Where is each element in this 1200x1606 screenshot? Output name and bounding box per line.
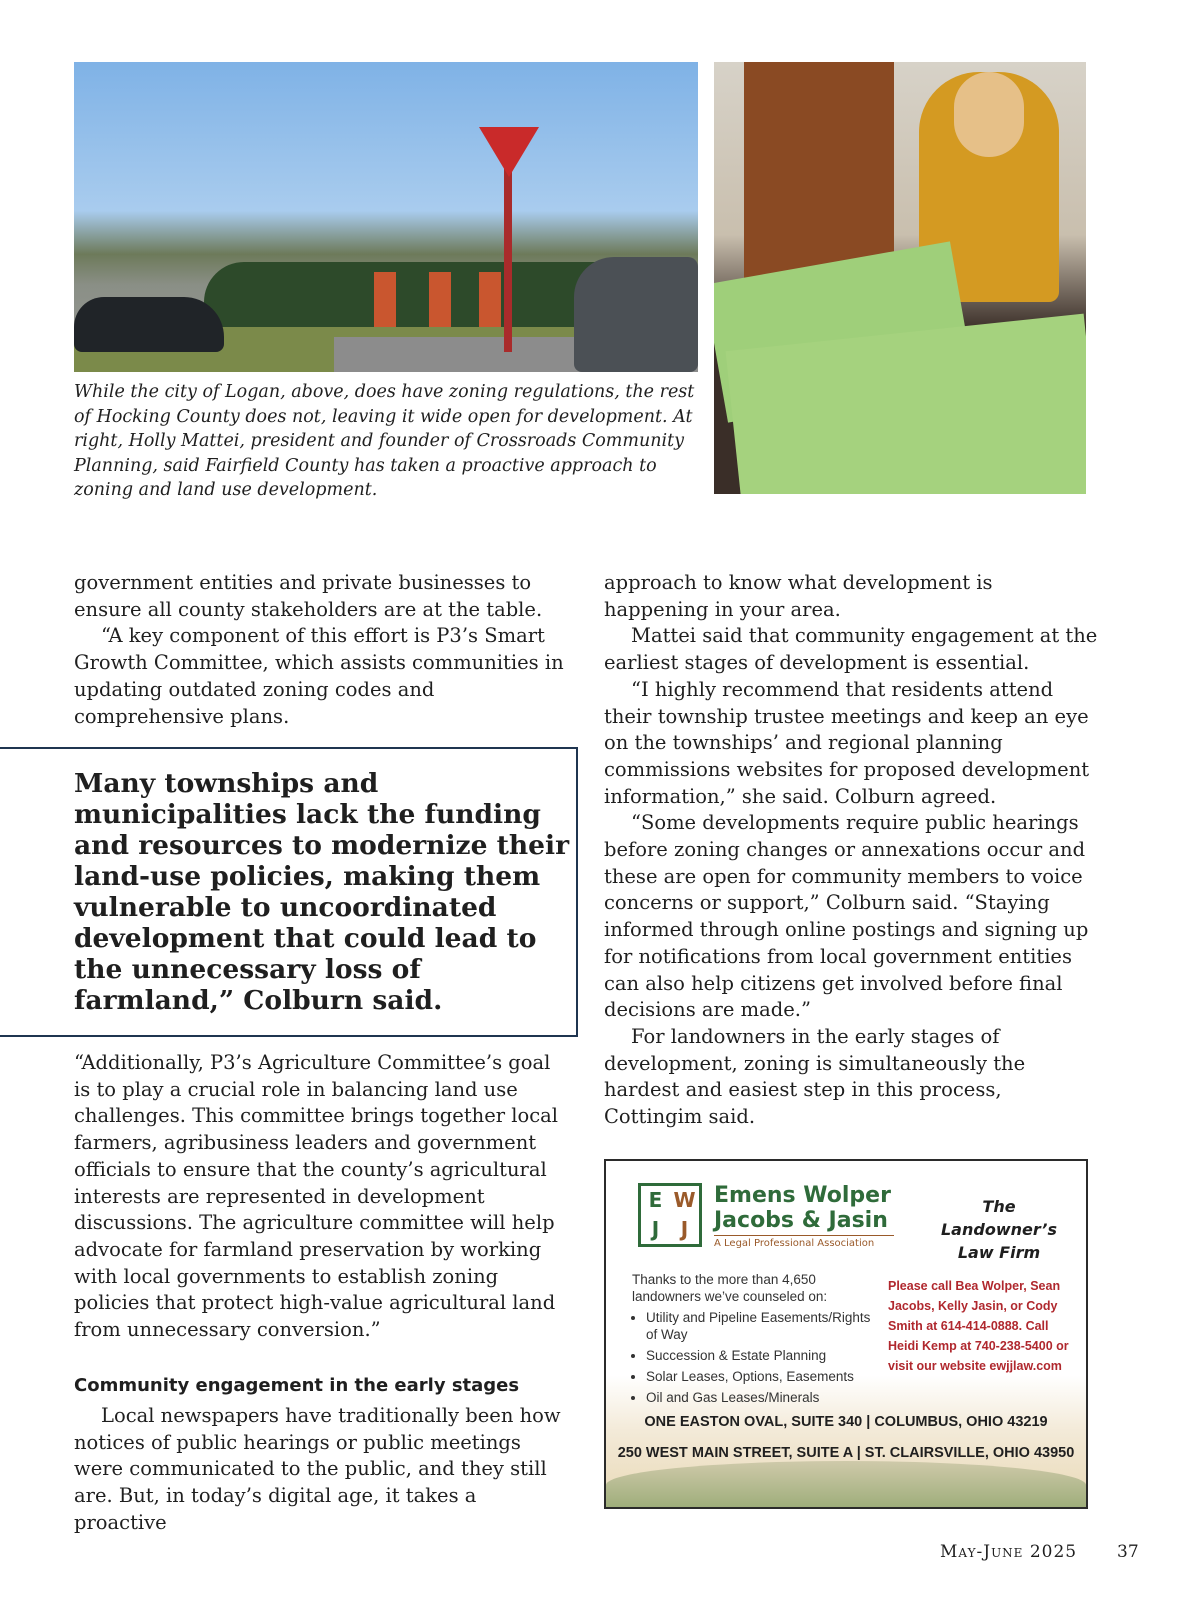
service-item: • Oil and Gas Leases/Minerals — [646, 1389, 882, 1406]
left-column-bottom — [74, 1403, 570, 1537]
paragraph: For landowners in the early stages of development, zoning is simultaneously the hardest and easiest step in this process, Cottingim said. — [604, 1024, 1026, 1129]
ad-address-columbus: ONE EASTON OVAL, SUITE 340 | COLUMBUS, OHIO 43219 — [644, 1414, 1048, 1430]
photo-pillar — [479, 272, 501, 327]
paragraph: “Additionally, P3’s Agriculture Committee’s goal is to play a crucial role in balancing land use challenges. This committee brings together local farmers, agribusiness leaders and government officials to ensure that the county’s agricultural interests are represented in development discussions. The agriculture committee will help advocate for farmland preservation by working with local governments to establish zoning policies that protect high-value agricultural land from unnecessary conversion.” — [74, 1051, 559, 1342]
photo-pillar — [374, 272, 396, 327]
paragraph: Local newspapers have traditionally been how notices of public hearings or public meetings were communicated to the public, and they still are. But, in today’s digital age, it takes a proactive — [74, 1404, 561, 1534]
ad-contact: Please call Bea Wolper, Sean Jacobs, Kelly Jasin, or Cody Smith at 614-414-0888. Call Heidi Kemp at 740-238-5400 or visit our website ewjjlaw.com — [888, 1279, 1069, 1373]
right-column — [604, 570, 1100, 1131]
photo-logan-roundabout — [74, 62, 698, 372]
law-firm-ad — [604, 1159, 1088, 1509]
logo-letter: E — [648, 1188, 663, 1212]
ad-services — [632, 1271, 882, 1410]
photo-sign-pole — [504, 162, 512, 352]
photo-holly-mattei — [714, 62, 1086, 494]
left-column-lower — [74, 1050, 570, 1344]
logo-letter: J — [680, 1217, 689, 1241]
photo-door — [744, 62, 894, 282]
logo-letter: J — [651, 1217, 660, 1241]
services-list — [632, 1309, 882, 1406]
photo-caption: While the city of Logan, above, does have zoning regulations, the rest of Hocking County does not, leaving it wide open for development. At right, Holly Mattei, president and founder of Crossroads Community Planning, said Fairfield County has taken a proactive approach to zoning and land use development. — [74, 382, 695, 500]
ad-thanks-text: Thanks to the more than 4,650 landowners we’ve counseled on: — [632, 1272, 828, 1304]
photo-car-grey — [574, 257, 698, 372]
farm-illustration — [606, 1461, 1086, 1509]
issue-date: May-June 2025 — [940, 1542, 1078, 1562]
ad-address-st-clairsville: 250 WEST MAIN STREET, SUITE A | ST. CLAIRSVILLE, OHIO 43950 — [617, 1445, 1075, 1461]
paragraph: approach to know what development is happening in your area. — [604, 571, 993, 621]
left-column-upper — [74, 570, 570, 730]
photo-pillar — [429, 272, 451, 327]
paragraph: Mattei said that community engagement at the earliest stages of development is essential. — [604, 624, 1098, 675]
pull-quote: Many townships and municipalities lack the funding and resources to modernize their land-use policies, making them vulnerable to uncoordinated development that could lead to the unnecessary loss of farmland,” Colburn said. — [74, 768, 570, 1016]
paragraph: “I highly recommend that residents attend their township trustee meetings and keep an eye on the townships’ and regional planning commissions websites for proposed development information,” she said. Colburn agreed. — [604, 677, 1090, 808]
photo-car-black — [74, 297, 224, 352]
firm-tagline: The Landowner’s Law Firm — [940, 1197, 1057, 1262]
service-item: • Succession & Estate Planning — [646, 1347, 882, 1364]
firm-subtitle: A Legal Professional Association — [714, 1235, 894, 1249]
page-number: 37 — [1117, 1542, 1139, 1562]
photo-person-head — [954, 72, 1024, 157]
paragraph: government entities and private businesses to ensure all county stakeholders are at the table. — [74, 571, 543, 621]
yield-sign-icon — [479, 127, 539, 177]
service-item: • Solar Leases, Options, Easements — [646, 1368, 882, 1385]
firm-name-line1: Emens Wolper — [714, 1183, 891, 1208]
firm-logo — [638, 1183, 702, 1247]
firm-name-line2: Jacobs & Jasin — [714, 1208, 888, 1233]
section-subhead: Community engagement in the early stages — [74, 1375, 520, 1396]
service-item: • Utility and Pipeline Easements/Rights of Way — [646, 1309, 882, 1343]
paragraph: “A key component of this effort is P3’s Smart Growth Committee, which assists communities in updating outdated zoning codes and comprehensive plans. — [74, 624, 564, 728]
logo-letter: W — [673, 1188, 696, 1212]
paragraph: “Some developments require public hearings before zoning changes or annexations occur and these are open for community members to voice concerns or support,” Colburn said. “Staying informed through online postings and signing up for notifications from local government entities can also help citizens get involved before final decisions are made.” — [604, 811, 1089, 1022]
